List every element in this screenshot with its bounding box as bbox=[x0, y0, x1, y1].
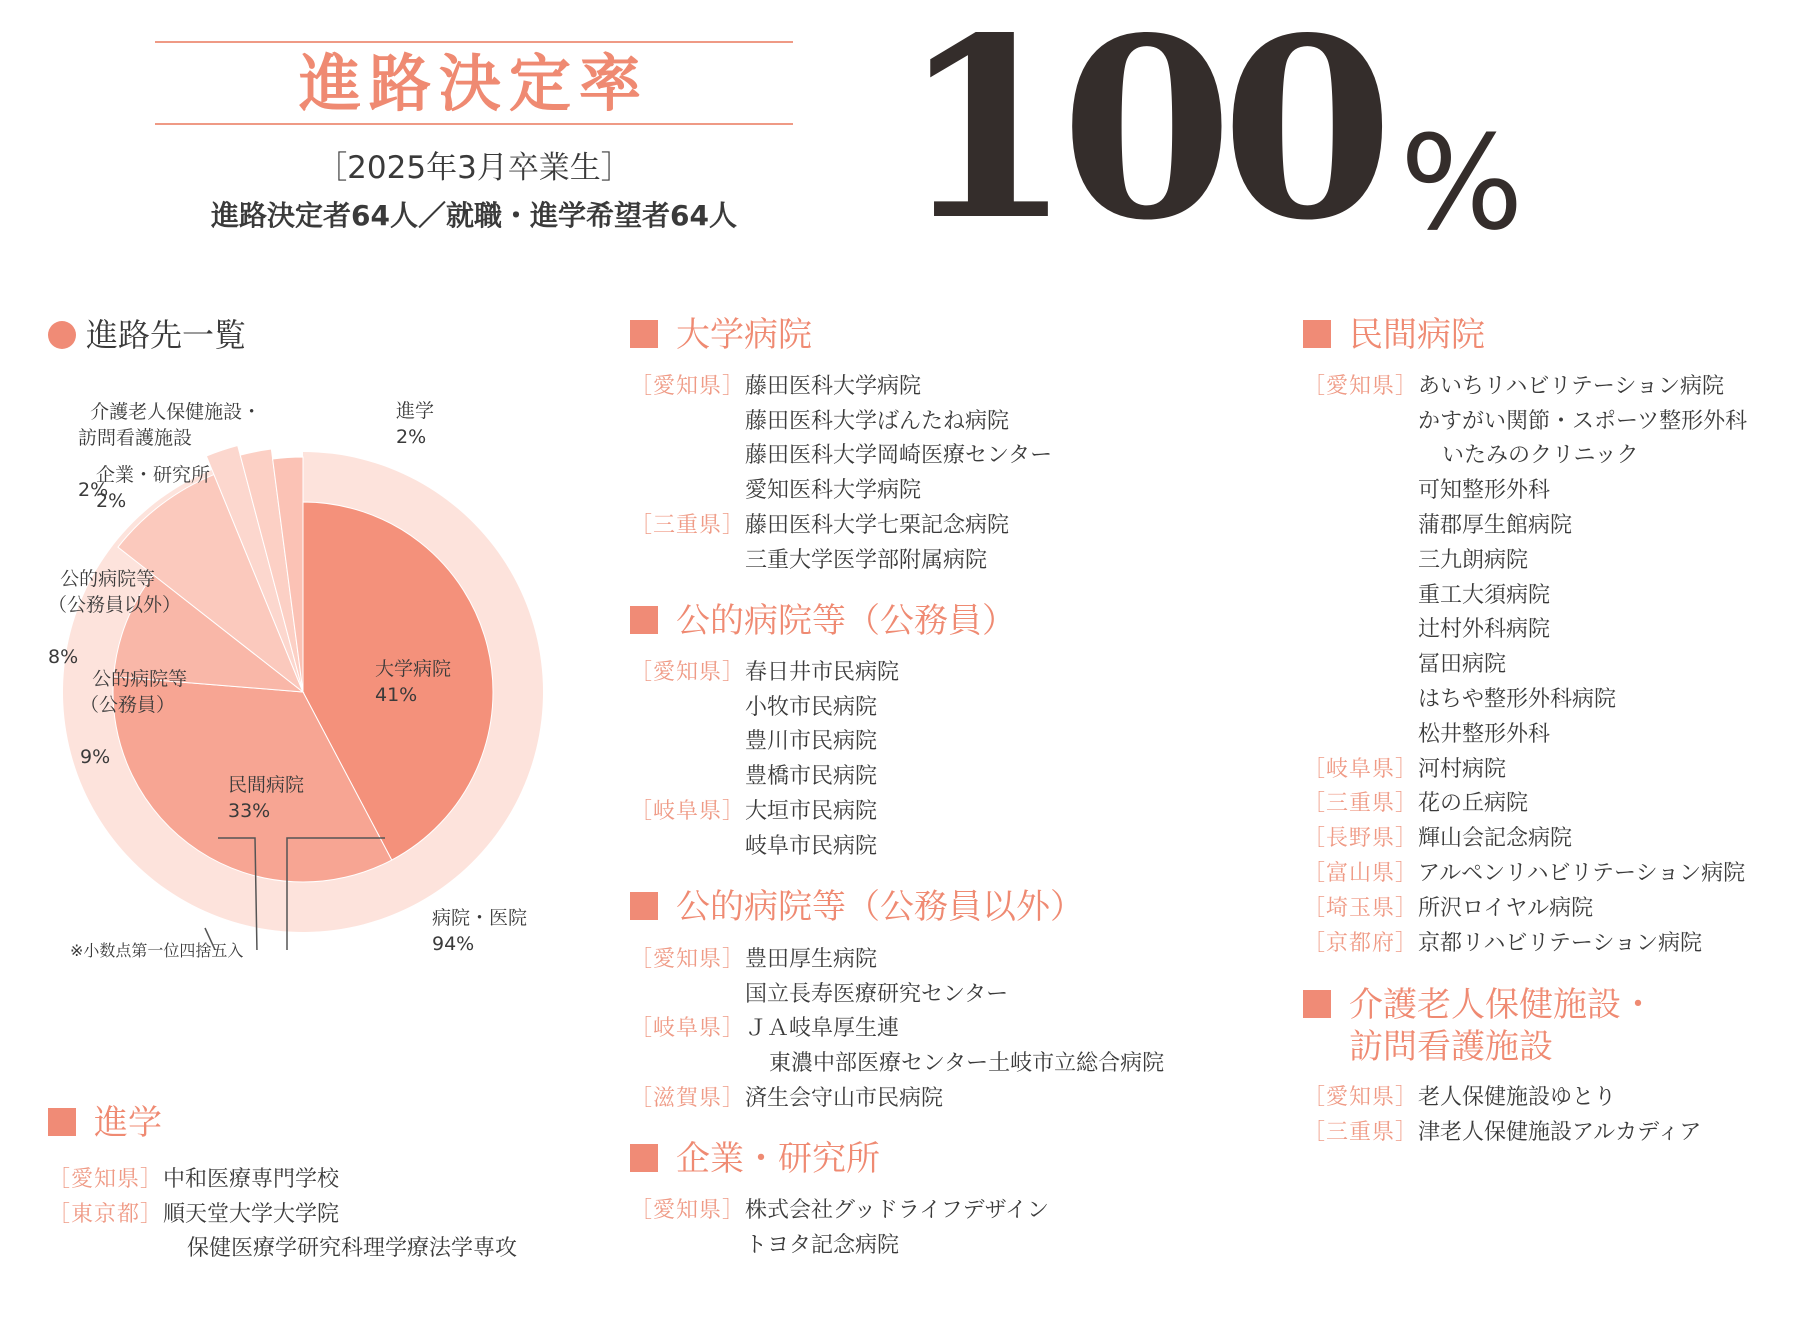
pie-label-koteki-other bbox=[48, 540, 181, 696]
destination-name: 藤田医科大学岡崎医療センター bbox=[745, 443, 1053, 469]
pie-label-kigyo-name: 企業・研究所 bbox=[96, 464, 211, 486]
destination-name: 重工大須病院 bbox=[1418, 582, 1551, 608]
pie-label-koteki-other-name: 公的病院等 （公務員以外） bbox=[48, 568, 182, 616]
list-item bbox=[630, 541, 1052, 576]
list-item bbox=[630, 792, 899, 827]
chart-title: 進路先一覧 bbox=[86, 316, 247, 354]
destination-name: 蒲郡厚生館病院 bbox=[1418, 513, 1573, 539]
section-kaigo-title bbox=[1349, 984, 1655, 1068]
list-item bbox=[630, 1226, 1049, 1261]
list-item bbox=[630, 437, 1052, 472]
destination-name: 順天堂大学大学院 bbox=[163, 1201, 340, 1227]
prefecture-label: ［東京都］ bbox=[48, 1201, 164, 1227]
prefecture-label: ［愛知県］ bbox=[630, 946, 746, 972]
list-item bbox=[1303, 819, 1747, 854]
section-shingaku-heading bbox=[48, 1102, 162, 1144]
destination-name: 三重大学医学部附属病院 bbox=[745, 547, 988, 573]
list-item bbox=[630, 1044, 1164, 1079]
pie-label-kigyo-value: 2% bbox=[96, 490, 127, 512]
destination-name: いたみのクリニック bbox=[1442, 443, 1639, 469]
header-bottom-rule bbox=[155, 123, 793, 125]
pie-label-koteki-name: 公的病院等 （公務員） bbox=[80, 668, 188, 716]
destination-name: 東濃中部医療センター土岐市立総合病院 bbox=[769, 1051, 1165, 1077]
destination-name: 津老人保健施設アルカディア bbox=[1418, 1119, 1702, 1145]
section-kaigo-title-line1: 介護老人保健施設・ bbox=[1349, 985, 1655, 1025]
section-kaigo-title-line2: 訪問看護施設 bbox=[1349, 1027, 1553, 1067]
list-item bbox=[630, 975, 1164, 1010]
destination-name: 済生会守山市民病院 bbox=[745, 1086, 944, 1112]
list-item bbox=[48, 1195, 517, 1230]
pie-label-minkan-value: 33% bbox=[228, 800, 271, 822]
destination-name: 京都リハビリテーション病院 bbox=[1418, 930, 1703, 956]
square-bullet-icon bbox=[630, 320, 658, 348]
destination-name: 老人保健施設ゆとり bbox=[1418, 1084, 1617, 1110]
pie-label-byoin-value: 94% bbox=[432, 933, 475, 955]
header-top-rule bbox=[155, 41, 793, 43]
section-kaigo-list bbox=[1303, 1078, 1701, 1148]
list-item bbox=[630, 1079, 1164, 1114]
destination-name: 中和医療専門学校 bbox=[163, 1166, 340, 1192]
prefecture-label: ［京都府］ bbox=[1303, 930, 1419, 956]
prefecture-label: ［三重県］ bbox=[1303, 1119, 1419, 1145]
destination-name: 藤田医科大学七栗記念病院 bbox=[745, 513, 1010, 539]
destination-name: 国立長寿医療研究センター bbox=[745, 981, 1009, 1007]
rounding-note: ※小数点第一位四捨五入 bbox=[70, 941, 244, 960]
square-bullet-icon bbox=[630, 606, 658, 634]
destination-name: 輝山会記念病院 bbox=[1418, 826, 1573, 852]
section-daigaku-list bbox=[630, 367, 1052, 576]
destination-name: 冨田病院 bbox=[1418, 652, 1507, 678]
pie-label-daigaku-value: 41% bbox=[375, 684, 418, 706]
section-koteki-heading bbox=[630, 600, 1016, 642]
prefecture-label: ［愛知県］ bbox=[630, 373, 746, 399]
list-item bbox=[630, 1010, 1164, 1045]
prefecture-label: ［富山県］ bbox=[1303, 861, 1419, 887]
destination-name: かすがい関節・スポーツ整形外科 bbox=[1418, 408, 1748, 434]
section-minkan-list bbox=[1303, 367, 1747, 959]
prefecture-label: ［岐阜県］ bbox=[630, 799, 746, 825]
section-kigyo-list bbox=[630, 1191, 1049, 1261]
list-item bbox=[1303, 471, 1747, 506]
list-item bbox=[630, 402, 1052, 437]
big-rate-number: 100 bbox=[900, 0, 1382, 275]
list-item bbox=[1303, 576, 1747, 611]
square-bullet-icon bbox=[630, 1144, 658, 1172]
section-koteki-other-title: 公的病院等（公務員以外） bbox=[676, 887, 1084, 927]
list-item bbox=[1303, 611, 1747, 646]
prefecture-label: ［愛知県］ bbox=[1303, 1084, 1419, 1110]
destination-name: 河村病院 bbox=[1418, 756, 1507, 782]
list-item bbox=[630, 471, 1052, 506]
section-koteki-list bbox=[630, 653, 899, 862]
list-item bbox=[1303, 785, 1747, 820]
destination-name: あいちリハビリテーション病院 bbox=[1418, 373, 1725, 399]
prefecture-label: ［愛知県］ bbox=[630, 1197, 746, 1223]
page-title: 進路決定率 bbox=[298, 47, 649, 120]
destination-name: 所沢ロイヤル病院 bbox=[1418, 895, 1594, 921]
destination-name: トヨタ記念病院 bbox=[745, 1232, 900, 1258]
square-bullet-icon bbox=[1303, 990, 1331, 1018]
decision-counts: 進路決定者64人／就職・進学希望者64人 bbox=[211, 199, 737, 232]
list-item bbox=[1303, 889, 1747, 924]
section-koteki-other-list bbox=[630, 940, 1164, 1114]
section-koteki-title: 公的病院等（公務員） bbox=[676, 601, 1016, 641]
list-item bbox=[630, 653, 899, 688]
destination-name: 松井整形外科 bbox=[1418, 721, 1551, 747]
destination-name: 三九朗病院 bbox=[1418, 547, 1529, 573]
pie-label-koteki-other-value: 8% bbox=[48, 646, 79, 668]
destination-name: 辻村外科病院 bbox=[1418, 617, 1551, 643]
section-minkan-heading bbox=[1303, 314, 1485, 356]
prefecture-label: ［三重県］ bbox=[630, 513, 746, 539]
destination-name: アルペンリハビリテーション病院 bbox=[1418, 861, 1746, 887]
destination-name: 藤田医科大学病院 bbox=[745, 373, 922, 399]
section-koteki-other-heading bbox=[630, 886, 1084, 928]
destination-name: 豊橋市民病院 bbox=[745, 764, 878, 790]
list-item bbox=[1303, 437, 1747, 472]
square-bullet-icon bbox=[1303, 320, 1331, 348]
prefecture-label: ［愛知県］ bbox=[630, 659, 746, 685]
big-rate-unit: % bbox=[1400, 107, 1524, 259]
section-daigaku-title: 大学病院 bbox=[676, 315, 812, 355]
pie-label-kaigo bbox=[78, 373, 261, 529]
section-daigaku-heading bbox=[630, 314, 812, 356]
destination-name: 豊川市民病院 bbox=[745, 729, 878, 755]
section-kaigo-heading bbox=[1303, 984, 1655, 1068]
pie-label-daigaku-name: 大学病院 bbox=[375, 658, 452, 680]
list-item bbox=[1303, 1078, 1701, 1113]
prefecture-label: ［愛知県］ bbox=[1303, 373, 1419, 399]
prefecture-label: ［埼玉県］ bbox=[1303, 895, 1419, 921]
list-item bbox=[1303, 854, 1747, 889]
prefecture-label: ［岐阜県］ bbox=[630, 1016, 746, 1042]
pie-label-minkan bbox=[228, 772, 304, 824]
prefecture-label: ［三重県］ bbox=[1303, 791, 1419, 817]
destination-name: 可知整形外科 bbox=[1418, 478, 1551, 504]
section-minkan-title: 民間病院 bbox=[1349, 315, 1485, 355]
square-bullet-icon bbox=[48, 1108, 76, 1136]
pie-label-shingaku-name: 進学 bbox=[396, 400, 435, 422]
prefecture-label: ［滋賀県］ bbox=[630, 1086, 746, 1112]
prefecture-label: ［愛知県］ bbox=[48, 1166, 164, 1192]
section-shingaku-list bbox=[48, 1160, 517, 1264]
list-item bbox=[1303, 715, 1747, 750]
destination-name: 豊田厚生病院 bbox=[745, 946, 878, 972]
prefecture-label: ［長野県］ bbox=[1303, 826, 1419, 852]
list-item bbox=[1303, 402, 1747, 437]
prefecture-label: ［岐阜県］ bbox=[1303, 756, 1419, 782]
destination-name: はちや整形外科病院 bbox=[1418, 687, 1617, 713]
pie-label-byoin bbox=[432, 905, 527, 957]
list-item bbox=[1303, 367, 1747, 402]
section-kigyo-title: 企業・研究所 bbox=[676, 1139, 880, 1179]
list-item bbox=[630, 1191, 1049, 1226]
list-item bbox=[630, 827, 899, 862]
square-bullet-icon bbox=[630, 892, 658, 920]
list-item bbox=[1303, 750, 1747, 785]
destination-name: 岐阜市民病院 bbox=[745, 833, 878, 859]
destination-name: 大垣市民病院 bbox=[745, 799, 878, 825]
destination-name: 愛知医科大学病院 bbox=[745, 478, 922, 504]
destination-name: 春日井市民病院 bbox=[745, 659, 900, 685]
pie-label-shingaku-value: 2% bbox=[396, 426, 427, 448]
destination-name: 小牧市民病院 bbox=[745, 694, 878, 720]
destination-name: 保健医療学研究科理学療法学専攻 bbox=[187, 1236, 518, 1262]
pie-label-shingaku bbox=[396, 398, 434, 450]
list-item bbox=[630, 506, 1052, 541]
list-item bbox=[1303, 680, 1747, 715]
list-item bbox=[630, 757, 899, 792]
list-item bbox=[1303, 924, 1747, 959]
destination-name: 株式会社グッドライフデザイン bbox=[745, 1197, 1050, 1223]
pie-label-daigaku bbox=[375, 656, 451, 708]
section-shingaku-title: 進学 bbox=[94, 1103, 162, 1143]
destination-name: 藤田医科大学ばんたね病院 bbox=[745, 408, 1010, 434]
chart-heading bbox=[48, 315, 246, 355]
graduation-year: ［2025年3月卒業生］ bbox=[316, 150, 632, 186]
list-item bbox=[630, 940, 1164, 975]
bullet-dot-icon bbox=[48, 321, 76, 349]
pie-label-kaigo-name: 介護老人保健施設・ 訪問看護施設 bbox=[78, 401, 262, 449]
list-item bbox=[630, 723, 899, 758]
pie-label-minkan-name: 民間病院 bbox=[228, 774, 305, 796]
pie-label-koteki-value: 9% bbox=[80, 746, 111, 768]
pie-label-kaigo-value: 2% bbox=[78, 479, 109, 501]
list-item bbox=[630, 688, 899, 723]
list-item bbox=[48, 1160, 517, 1195]
list-item bbox=[1303, 645, 1747, 680]
destination-name: ＪＡ岐阜厚生連 bbox=[745, 1016, 900, 1042]
list-item bbox=[630, 367, 1052, 402]
list-item bbox=[1303, 1113, 1701, 1148]
list-item bbox=[48, 1230, 517, 1265]
pie-label-byoin-name: 病院・医院 bbox=[432, 907, 528, 929]
destination-name: 花の丘病院 bbox=[1418, 791, 1529, 817]
section-kigyo-heading bbox=[630, 1138, 880, 1180]
list-item bbox=[1303, 541, 1747, 576]
list-item bbox=[1303, 506, 1747, 541]
